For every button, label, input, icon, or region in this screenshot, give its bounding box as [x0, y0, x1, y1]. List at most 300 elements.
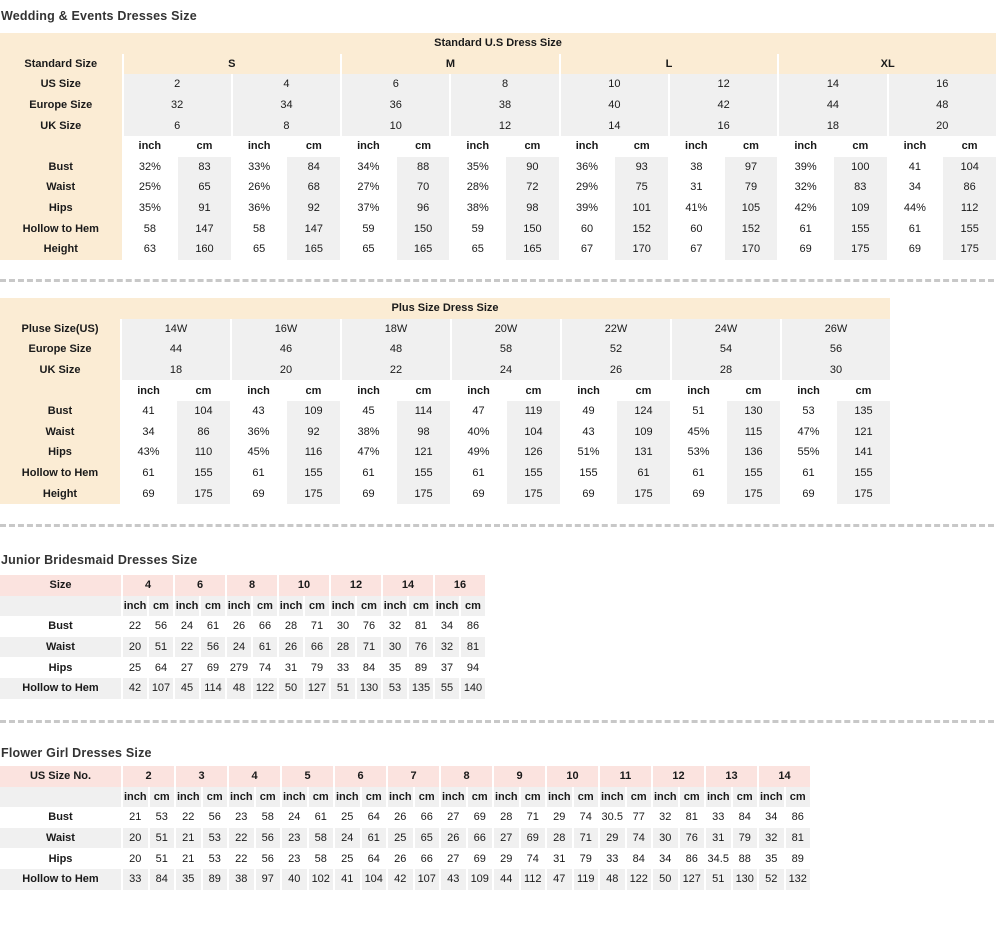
row-label: Hips: [0, 442, 120, 463]
unit-row-label: [0, 136, 122, 157]
table-cell: 8: [233, 115, 340, 136]
table-cell: 79: [725, 177, 778, 198]
table-cell: 97: [725, 157, 778, 178]
table-cell: 22: [123, 616, 147, 637]
unit-cm: cm: [287, 380, 340, 401]
unit-inch: inch: [331, 596, 355, 617]
table-cell: 21: [176, 848, 201, 869]
table-cell: 33: [706, 807, 731, 828]
table-row: [0, 422, 890, 443]
unit-inch: inch: [123, 596, 147, 617]
table-cell: 79: [733, 828, 758, 849]
section-divider: [0, 720, 994, 723]
size-header: 13: [706, 766, 757, 787]
unit-cm: cm: [943, 136, 996, 157]
table-cell: 40: [282, 869, 307, 890]
table-cell: 86: [177, 422, 230, 443]
unit-inch: inch: [383, 596, 407, 617]
table-row: [0, 115, 996, 136]
table-cell: 170: [615, 239, 668, 260]
table-cell: 27: [494, 828, 519, 849]
size-header: 10: [279, 575, 329, 596]
table-cell: 44%: [889, 198, 942, 219]
table-row: [0, 807, 810, 828]
unit-inch: inch: [123, 787, 148, 808]
table-cell: 45%: [672, 422, 725, 443]
table-cell: 89: [409, 657, 433, 678]
table-cell: 24: [227, 637, 251, 658]
table-cell: 152: [615, 218, 668, 239]
table-cell: 26: [388, 848, 413, 869]
table-cell: 53: [150, 807, 175, 828]
table-cell: 76: [409, 637, 433, 658]
unit-inch: inch: [282, 787, 307, 808]
table-cell: 32: [383, 616, 407, 637]
table-cell: 38: [229, 869, 254, 890]
table-cell: 51: [706, 869, 731, 890]
table-cell: 66: [305, 637, 329, 658]
table-cell: 127: [305, 678, 329, 699]
table-cell: 155: [943, 218, 996, 239]
table-cell: 155: [177, 463, 230, 484]
table-cell: 66: [415, 807, 440, 828]
table-cell: 48: [342, 339, 450, 360]
table-cell: 55: [435, 678, 459, 699]
table-cell: 61: [122, 463, 175, 484]
unit-inch: inch: [124, 136, 177, 157]
table-cell: 119: [574, 869, 599, 890]
table-cell: 48: [889, 95, 996, 116]
table-cell: 49: [562, 401, 615, 422]
table-cell: 69: [452, 483, 505, 504]
unit-row-label: [0, 596, 121, 617]
table-cell: 114: [201, 678, 225, 699]
size-header: 9: [494, 766, 545, 787]
table-cell: 21: [176, 828, 201, 849]
table-cell: 104: [507, 422, 560, 443]
table-cell: 69: [889, 239, 942, 260]
table-cell: 58: [452, 339, 560, 360]
row-label: US Size: [0, 74, 122, 95]
row-label: UK Size: [0, 360, 120, 381]
table-cell: 39%: [561, 198, 614, 219]
table-cell: 61: [672, 463, 725, 484]
size-header: M: [342, 54, 559, 75]
table-cell: 22W: [562, 319, 670, 340]
table-cell: 31: [706, 828, 731, 849]
table-row: [0, 339, 890, 360]
table-cell: 175: [834, 239, 887, 260]
table-cell: 24: [282, 807, 307, 828]
table-cell: 84: [357, 657, 381, 678]
table-cell: 61: [201, 616, 225, 637]
table-cell: 155: [727, 463, 780, 484]
table-cell: 29: [600, 828, 625, 849]
table-cell: 122: [253, 678, 277, 699]
table-cell: 33: [600, 848, 625, 869]
unit-cm: cm: [617, 380, 670, 401]
table-cell: 41: [335, 869, 360, 890]
table-cell: 47: [547, 869, 572, 890]
table-cell: 35%: [124, 198, 177, 219]
unit-inch: inch: [706, 787, 731, 808]
table-cell: 112: [521, 869, 546, 890]
table-cell: 60: [561, 218, 614, 239]
table-cell: 115: [727, 422, 780, 443]
table-cell: 29: [494, 848, 519, 869]
row-label: Hollow to Hem: [0, 218, 122, 239]
junior-section-title: Junior Bridesmaid Dresses Size: [1, 553, 198, 567]
table-cell: 135: [409, 678, 433, 699]
row-label: UK Size: [0, 115, 122, 136]
table-cell: 23: [229, 807, 254, 828]
table-cell: 91: [178, 198, 231, 219]
table-cell: 124: [617, 401, 670, 422]
table-cell: 147: [287, 218, 340, 239]
table-cell: 45%: [232, 442, 285, 463]
table-cell: 56: [201, 637, 225, 658]
table-cell: 97: [256, 869, 281, 890]
unit-inch: inch: [435, 596, 459, 617]
table-cell: 60: [670, 218, 723, 239]
row-label: Europe Size: [0, 95, 122, 116]
table-cell: 64: [149, 657, 173, 678]
table-cell: 28%: [451, 177, 504, 198]
table-cell: 33: [331, 657, 355, 678]
junior-size-table: [0, 575, 487, 699]
section-divider: [0, 524, 994, 527]
unit-inch: inch: [779, 136, 832, 157]
table-row: [0, 360, 890, 381]
table-cell: 34: [653, 848, 678, 869]
size-header: 5: [282, 766, 333, 787]
row-label: Hollow to Hem: [0, 463, 120, 484]
table-cell: 170: [725, 239, 778, 260]
table-cell: 74: [627, 828, 652, 849]
table-cell: 130: [357, 678, 381, 699]
size-header-row: [0, 575, 485, 596]
table-cell: 26W: [782, 319, 890, 340]
unit-cm: cm: [287, 136, 340, 157]
table-cell: 83: [834, 177, 887, 198]
table-cell: 32: [435, 637, 459, 658]
table-cell: 69: [779, 239, 832, 260]
unit-cm: cm: [627, 787, 652, 808]
table-cell: 53%: [672, 442, 725, 463]
table-cell: 18W: [342, 319, 450, 340]
table-cell: 61: [342, 463, 395, 484]
table-cell: 39%: [779, 157, 832, 178]
size-header: 4: [123, 575, 173, 596]
table-cell: 132: [786, 869, 811, 890]
table-cell: 114: [397, 401, 450, 422]
table-cell: 47: [452, 401, 505, 422]
unit-row-label: [0, 380, 120, 401]
table-cell: 36: [342, 95, 449, 116]
table-cell: 16: [889, 74, 996, 95]
row-label: Hips: [0, 198, 122, 219]
table-cell: 84: [150, 869, 175, 890]
table-cell: 6: [124, 115, 231, 136]
table-cell: 110: [177, 442, 230, 463]
table-row: [0, 319, 890, 340]
table-cell: 38: [670, 157, 723, 178]
table-cell: 41%: [670, 198, 723, 219]
table-cell: 53: [782, 401, 835, 422]
table-cell: 53: [383, 678, 407, 699]
table-cell: 109: [834, 198, 887, 219]
table-cell: 51%: [562, 442, 615, 463]
table-cell: 56: [256, 848, 281, 869]
table-cell: 58: [124, 218, 177, 239]
table-cell: 20: [123, 637, 147, 658]
unit-inch: inch: [494, 787, 519, 808]
table-cell: 44: [122, 339, 230, 360]
table-cell: 79: [305, 657, 329, 678]
table-row: [0, 463, 890, 484]
table-cell: 61: [362, 828, 387, 849]
table-cell: 74: [521, 848, 546, 869]
table-cell: 71: [305, 616, 329, 637]
size-header: 11: [600, 766, 651, 787]
plus-size-table: [0, 298, 892, 504]
table-cell: 35%: [451, 157, 504, 178]
table-cell: 25: [123, 657, 147, 678]
table-cell: 20: [232, 360, 340, 381]
table-row: [0, 95, 996, 116]
unit-cm: cm: [357, 596, 381, 617]
table-cell: 152: [725, 218, 778, 239]
table-cell: 29: [547, 807, 572, 828]
table-cell: 71: [357, 637, 381, 658]
size-header: 4: [229, 766, 280, 787]
table-cell: 33: [123, 869, 148, 890]
table-cell: 121: [837, 422, 890, 443]
table-cell: 100: [834, 157, 887, 178]
table-cell: 34: [759, 807, 784, 828]
table-cell: 23: [282, 848, 307, 869]
table-row: [0, 442, 890, 463]
table-cell: 24: [335, 828, 360, 849]
table-cell: 43: [232, 401, 285, 422]
unit-cm: cm: [415, 787, 440, 808]
unit-inch: inch: [561, 136, 614, 157]
table-cell: 141: [837, 442, 890, 463]
row-label: Hips: [0, 657, 121, 678]
table-cell: 33%: [233, 157, 286, 178]
table-cell: 147: [178, 218, 231, 239]
table-cell: 14W: [122, 319, 230, 340]
table-cell: 69: [122, 483, 175, 504]
table-cell: 56: [256, 828, 281, 849]
table-cell: 20: [889, 115, 996, 136]
size-header: 8: [227, 575, 277, 596]
table-cell: 69: [672, 483, 725, 504]
table-cell: 42: [123, 678, 147, 699]
table-cell: 30: [331, 616, 355, 637]
unit-inch: inch: [670, 136, 723, 157]
table-row: [0, 616, 485, 637]
size-header: 14: [383, 575, 433, 596]
table-cell: 69: [232, 483, 285, 504]
table-cell: 35: [759, 848, 784, 869]
table-cell: 2: [124, 74, 231, 95]
table-cell: 30: [782, 360, 890, 381]
table-cell: 69: [468, 807, 493, 828]
unit-cm: cm: [786, 787, 811, 808]
table-cell: 47%: [342, 442, 395, 463]
table-cell: 40%: [452, 422, 505, 443]
table-cell: 24W: [672, 319, 780, 340]
table-cell: 34: [435, 616, 459, 637]
unit-cm: cm: [256, 787, 281, 808]
table-cell: 42: [670, 95, 777, 116]
table-cell: 27: [175, 657, 199, 678]
row-label: Waist: [0, 177, 122, 198]
table-cell: 70: [397, 177, 450, 198]
table-cell: 69: [521, 828, 546, 849]
table-cell: 16W: [232, 319, 340, 340]
table-cell: 20: [123, 848, 148, 869]
unit-inch: inch: [562, 380, 615, 401]
table-cell: 130: [733, 869, 758, 890]
table-cell: 64: [362, 807, 387, 828]
table-cell: 20W: [452, 319, 560, 340]
table-cell: 61: [452, 463, 505, 484]
table-cell: 28: [494, 807, 519, 828]
table-cell: 66: [468, 828, 493, 849]
table-cell: 23: [282, 828, 307, 849]
table-cell: 69: [782, 483, 835, 504]
table-cell: 175: [617, 483, 670, 504]
table-cell: 105: [725, 198, 778, 219]
table-cell: 44: [494, 869, 519, 890]
size-header: 7: [388, 766, 439, 787]
table-cell: 20: [123, 828, 148, 849]
unit-cm: cm: [305, 596, 329, 617]
table-cell: 150: [506, 218, 559, 239]
table-cell: 79: [574, 848, 599, 869]
table-cell: 76: [357, 616, 381, 637]
table-cell: 165: [397, 239, 450, 260]
row-label: Hips: [0, 848, 121, 869]
table-cell: 155: [507, 463, 560, 484]
table-cell: 165: [506, 239, 559, 260]
table-cell: 4: [233, 74, 340, 95]
unit-inch: inch: [227, 596, 251, 617]
table-cell: 27%: [342, 177, 395, 198]
table-row: [0, 239, 996, 260]
table-cell: 50: [279, 678, 303, 699]
row-label: Europe Size: [0, 339, 120, 360]
table-cell: 10: [561, 74, 668, 95]
unit-cm: cm: [253, 596, 277, 617]
table-cell: 36%: [561, 157, 614, 178]
table-cell: 131: [617, 442, 670, 463]
table-cell: 35: [176, 869, 201, 890]
table-cell: 10: [342, 115, 449, 136]
table-cell: 51: [149, 637, 173, 658]
table-cell: 32%: [124, 157, 177, 178]
table-cell: 69: [342, 483, 395, 504]
table-cell: 32: [124, 95, 231, 116]
table-cell: 75: [615, 177, 668, 198]
table-cell: 61: [253, 637, 277, 658]
unit-cm: cm: [409, 596, 433, 617]
table-cell: 66: [253, 616, 277, 637]
table-cell: 81: [680, 807, 705, 828]
unit-row: [0, 787, 810, 808]
table-cell: 65: [451, 239, 504, 260]
table-cell: 36%: [233, 198, 286, 219]
size-header: L: [561, 54, 778, 75]
table-cell: 61: [779, 218, 832, 239]
table-cell: 22: [175, 637, 199, 658]
table-cell: 59: [342, 218, 395, 239]
table-cell: 112: [943, 198, 996, 219]
table-cell: 30: [383, 637, 407, 658]
unit-inch: inch: [653, 787, 678, 808]
unit-inch: inch: [547, 787, 572, 808]
table-cell: 98: [397, 422, 450, 443]
size-header: 8: [441, 766, 492, 787]
table-cell: 98: [506, 198, 559, 219]
table-cell: 44: [779, 95, 886, 116]
table-cell: 28: [279, 616, 303, 637]
unit-cm: cm: [725, 136, 778, 157]
table-cell: 93: [615, 157, 668, 178]
table-cell: 42%: [779, 198, 832, 219]
table-row: [0, 401, 890, 422]
table-cell: 24: [175, 616, 199, 637]
unit-cm: cm: [727, 380, 780, 401]
table-cell: 35: [383, 657, 407, 678]
table-cell: 14: [561, 115, 668, 136]
table-cell: 135: [837, 401, 890, 422]
unit-inch: inch: [176, 787, 201, 808]
table-cell: 18: [122, 360, 230, 381]
table-cell: 26: [562, 360, 670, 381]
table-cell: 12: [451, 115, 558, 136]
table-cell: 69: [201, 657, 225, 678]
table-cell: 65: [178, 177, 231, 198]
table-cell: 84: [287, 157, 340, 178]
table-cell: 86: [461, 616, 485, 637]
plus-size-caption: Plus Size Dress Size: [0, 298, 890, 319]
unit-inch: inch: [342, 380, 395, 401]
table-cell: 48: [600, 869, 625, 890]
table-cell: 65: [342, 239, 395, 260]
table-cell: 90: [506, 157, 559, 178]
standard-size-caption: Standard U.S Dress Size: [0, 33, 996, 54]
table-cell: 34: [889, 177, 942, 198]
table-cell: 16: [670, 115, 777, 136]
table-row: [0, 483, 890, 504]
table-cell: 51: [150, 848, 175, 869]
unit-cm: cm: [468, 787, 493, 808]
unit-inch: inch: [232, 380, 285, 401]
table-cell: 59: [451, 218, 504, 239]
unit-inch: inch: [229, 787, 254, 808]
table-cell: 31: [670, 177, 723, 198]
table-cell: 63: [124, 239, 177, 260]
table-cell: 150: [397, 218, 450, 239]
table-cell: 175: [727, 483, 780, 504]
table-cell: 155: [397, 463, 450, 484]
table-cell: 116: [287, 442, 340, 463]
size-header: 12: [331, 575, 381, 596]
table-cell: 28: [672, 360, 780, 381]
